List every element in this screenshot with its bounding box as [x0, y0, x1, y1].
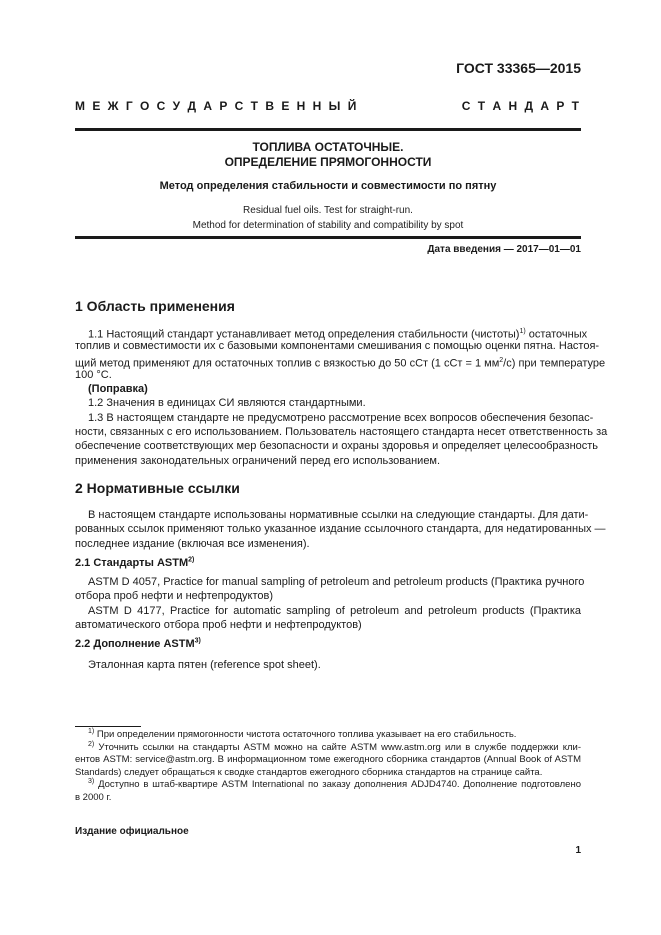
interstate-standard-banner — [75, 99, 581, 113]
astm-references — [75, 575, 585, 632]
title-line-2: ОПРЕДЕЛЕНИЕ ПРЯМОГОННОСТИ — [224, 155, 432, 169]
footnote-3-line-2: в 2000 г. — [75, 791, 112, 803]
footnote-3-line-1: $^{3)}$ Доступно в штаб-квартире ASTM International по заказу дополнения ADJD4740. Дополнение подготовлено — [88, 777, 581, 790]
astm-d4177-line-2: автоматического отбора проб нефти и нефтепродуктов) — [75, 618, 362, 631]
footnote-2-line-3: Standards) следует обращаться к сводке стандартов ежегодного сборника стандартов на странице сайта. — [75, 766, 543, 778]
para-2-line-3: последнее издание (включая все изменения). — [75, 537, 310, 550]
section-2-intro — [75, 508, 606, 551]
footnotes — [75, 729, 581, 804]
subsection-2-2-heading: 2.2 Дополнение ASTM$^{3)}$ — [75, 637, 201, 650]
para-1-1-line-1: 1.1 Настоящий стандарт устанавливает метод определения стабильности (чистоты)$^{1)}$ остаточных — [88, 328, 588, 341]
para-1-3-line-4: применения законодательных ограничений перед его использованием. — [75, 454, 441, 467]
para-1-3-line-1: 1.3 В настоящем стандарте не предусмотрено рассмотрение всех вопросов обеспечения безопас- — [88, 411, 594, 424]
page-number: 1 — [575, 845, 581, 856]
para-1-1-line-3: щий метод применяют для остаточных топлив с вязкостью до 50 сСт (1 сСт = 1 $мм^2/с$) при температуре — [75, 356, 606, 370]
astm-d4177-line-1: ASTM D 4177, Practice for automatic sampling of petroleum and petroleum products (Практика — [88, 604, 581, 617]
interstate-label: М Е Ж Г О С У Д А Р С Т В Е Н Н Ы Й — [75, 99, 359, 113]
para-1-1-line-2: топлив и совместимости их с базовыми компонентами смешивания с помощью оценки пятна. Настоя- — [75, 340, 600, 353]
english-title-line-1: Residual fuel oils. Test for straight-run. — [243, 205, 413, 216]
subsection-2-1-heading: 2.1 Стандарты ASTM$^{2)}$ — [75, 556, 195, 569]
footnote-2-line-2: ентов ASTM: service@astm.org. В информационном томе ежегодного сборника стандартов (Annual Book of ASTM — [75, 754, 581, 765]
footnote-2-line-1: $^{2)}$ Уточнить ссылки на стандарты ASTM можно на сайте ASTM www.astm.org или в службе поддержки кли- — [88, 740, 581, 753]
section-2-heading: 2 Нормативные ссылки — [75, 480, 240, 496]
document-title — [75, 140, 581, 170]
para-1-1-line-4: 100 °С. — [75, 368, 112, 381]
official-edition-label: Издание официальное — [75, 826, 189, 837]
document-subtitle: Метод определения стабильности и совместимости по пятну — [159, 180, 497, 192]
footnote-1: $^{1)}$ При определении прямогонности чистота остаточного топлива указывает на его стабильность. — [88, 727, 517, 740]
para-2-line-2: рованных ссылок применяют только указанное издание ссылочного стандарта, для недатированных — — [75, 523, 606, 536]
standard-label: С Т А Н Д А Р Т — [461, 99, 581, 113]
footnote-rule — [75, 726, 141, 727]
title-rule — [75, 236, 581, 239]
title-line-1: ТОПЛИВА ОСТАТОЧНЫЕ. — [252, 140, 404, 154]
introduction-date: Дата введения — 2017—01—01 — [427, 244, 581, 255]
section-1-body — [75, 325, 608, 468]
gost-code: ГОСТ 33365—2015 — [456, 60, 581, 76]
section-1-heading: 1 Область применения — [75, 298, 235, 314]
para-2-line-1: В настоящем стандарте использованы нормативные ссылки на следующие стандарты. Для дати- — [88, 509, 589, 521]
para-1-3-line-3: обеспечение соответствующих мер безопасности и охраны здоровья и определяет целесообразность — [75, 440, 599, 453]
astm-d4057-line-2: отбора проб нефти и нефтепродуктов) — [75, 590, 273, 603]
para-1-2: 1.2 Значения в единицах СИ являются стандартными. — [88, 397, 366, 410]
reference-spot-sheet: Эталонная карта пятен (reference spot sheet). — [88, 659, 321, 671]
astm-d4057-line-1: ASTM D 4057, Practice for manual sampling of petroleum and petroleum products (Практика ручного — [88, 576, 585, 588]
amendment-note: (Поправка) — [88, 383, 148, 396]
english-title — [75, 203, 581, 233]
english-title-line-2: Method for determination of stability and compatibility by spot — [192, 220, 464, 231]
para-1-3-line-2: ности, связанных с его использованием. Пользователь настоящего стандарта несет ответственность за — [75, 426, 608, 439]
header-rule — [75, 128, 581, 131]
